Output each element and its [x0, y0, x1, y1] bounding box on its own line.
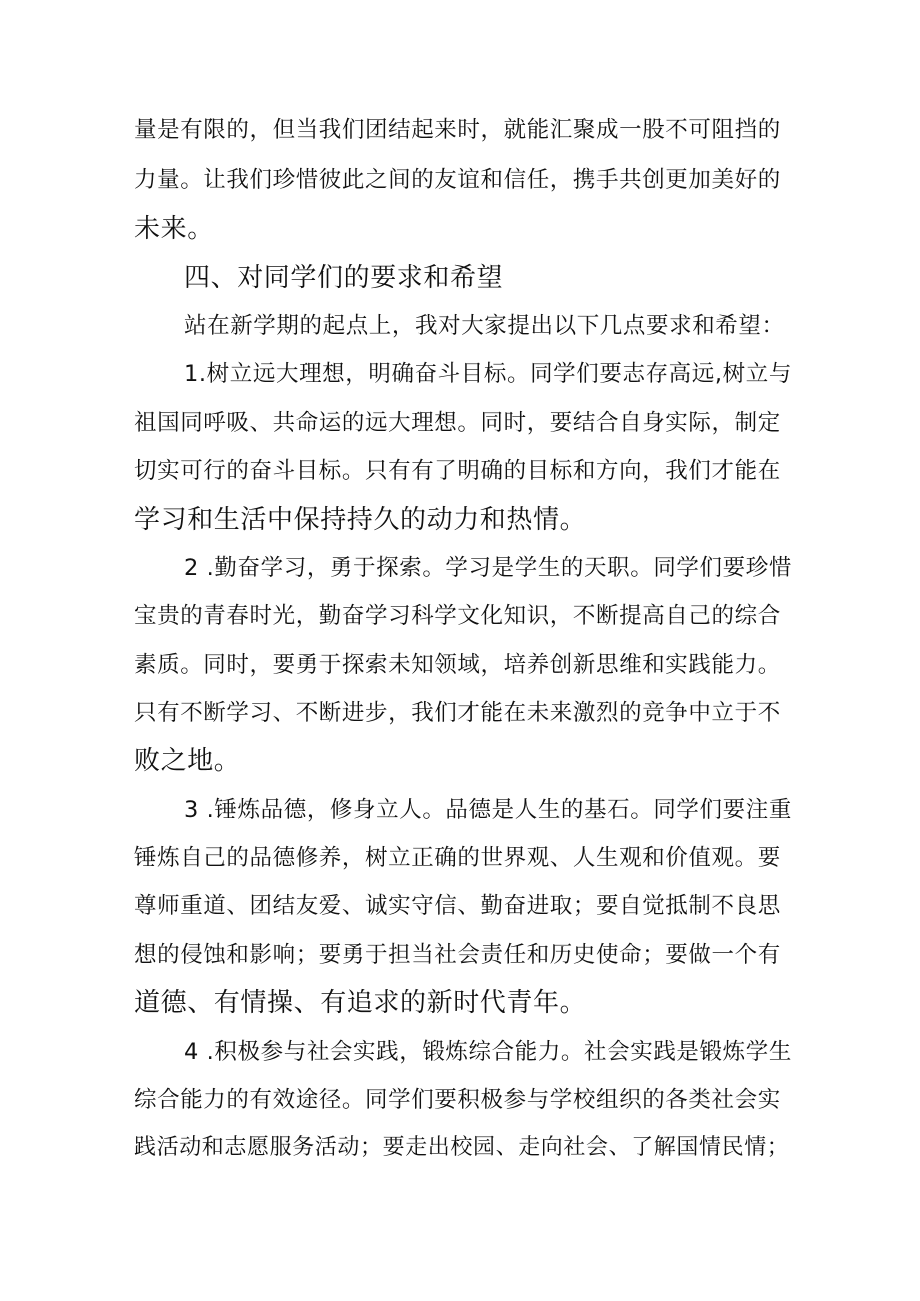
text-line: 站在新学期的起点上，我对大家提出以下几点要求和希望： [184, 313, 785, 339]
text-line: 宝贵的青春时光，勤奋学习科学文化知识，不断提高自己的综合 [134, 603, 781, 629]
text-line: 践活动和志愿服务活动；要走出校园、走向社会、了解国情民情； [134, 1135, 790, 1160]
list-item-1: 1.树立远大理想，明确奋斗目标。同学们要志存高远,树立与 [184, 361, 792, 387]
text-line: 祖国同呼吸、共命运的远大理想。同时，要结合自身实际，制定 [134, 410, 781, 436]
text-line: 综合能力的有效途径。同学们要积极参与学校组织的各类社会实 [134, 1087, 781, 1113]
section-heading: 四、对同学们的要求和希望 [184, 263, 504, 293]
text-line: 只有不断学习、不断进步，我们才能在未来激烈的竞争中立于不 [134, 700, 781, 726]
text-line: 学习和生活中保持持久的动力和热情。 [134, 505, 587, 535]
list-item-3: 3 .锤炼品德，修身立人。品德是人生的基石。同学们要注重 [184, 797, 792, 823]
text-line: 力量。让我们珍惜彼此之间的友谊和信任，携手共创更加美好的 [134, 167, 781, 193]
text-line: 量是有限的，但当我们团结起来时，就能汇聚成一股不可阻挡的 [134, 117, 781, 143]
list-item-4: 4 .积极参与社会实践，锻炼综合能力。社会实践是锻炼学生 [184, 1039, 792, 1065]
text-line: 尊师重道、团结友爱、诚实守信、勤奋进取；要自觉抵制不良思 [134, 893, 781, 919]
text-line: 素质。同时，要勇于探索未知领域，培养创新思维和实践能力。 [134, 652, 781, 678]
text-line: 锤炼自己的品德修养，树立正确的世界观、人生观和价值观。要 [134, 845, 781, 871]
text-line: 未来。 [134, 214, 214, 244]
text-line: 道德、有情操、有追求的新时代青年。 [134, 988, 587, 1018]
text-line: 想的侵蚀和影响；要勇于担当社会责任和历史使命；要做一个有 [134, 942, 781, 968]
text-line: 切实可行的奋斗目标。只有有了明确的目标和方向，我们才能在 [134, 458, 781, 484]
text-line: 败之地。 [134, 746, 241, 776]
list-item-2: 2 .勤奋学习，勇于探索。学习是学生的天职。同学们要珍惜 [184, 555, 792, 581]
